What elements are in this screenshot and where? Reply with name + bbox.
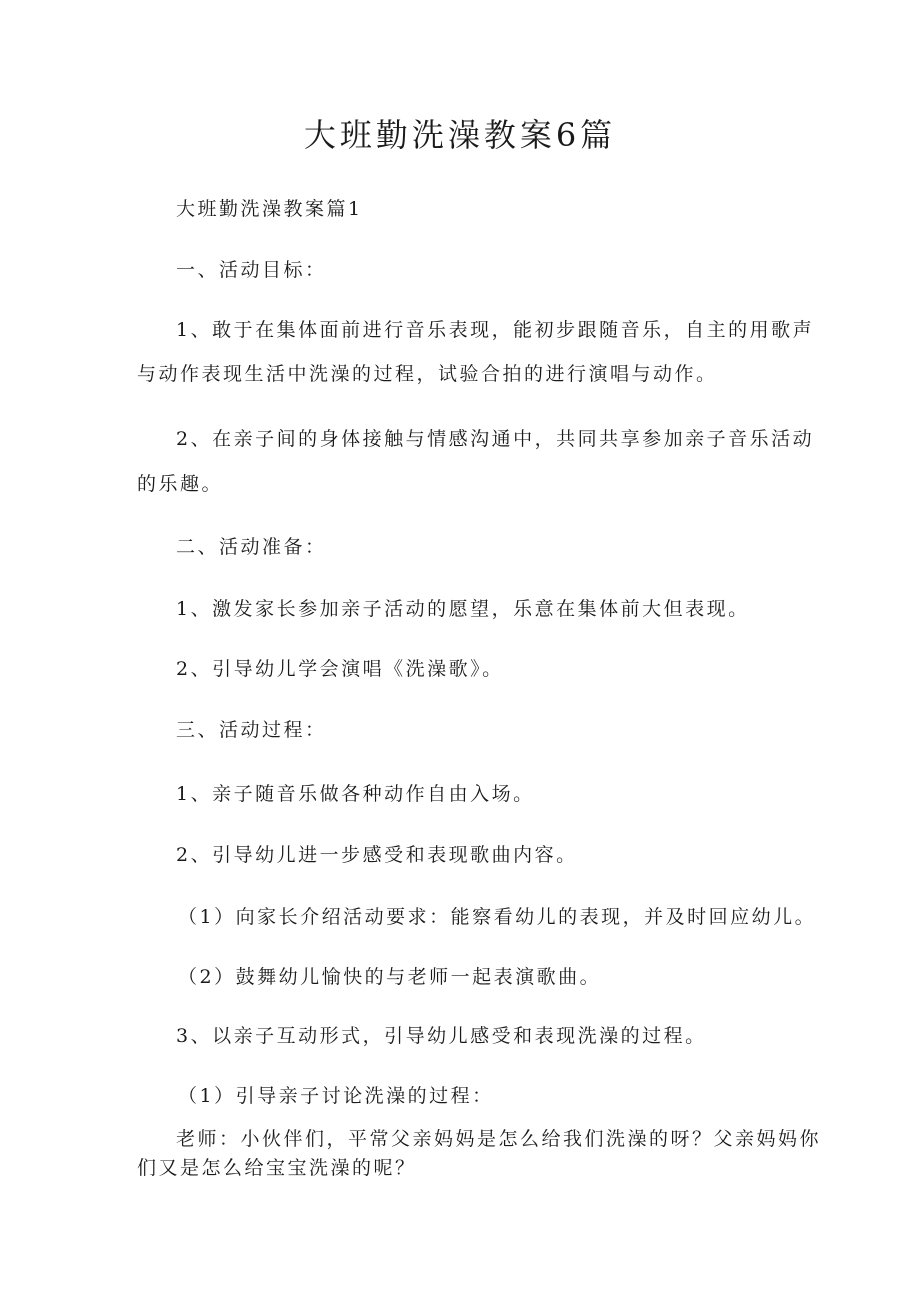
- prep-item-2: 2、引导幼儿学会演唱《洗澡歌》。: [176, 658, 504, 680]
- process-heading: 三、活动过程：: [176, 719, 327, 741]
- teacher-line-2: 们又是怎么给宝宝洗澡的呢？: [137, 1157, 417, 1179]
- prep-item-1: 1、激发家长参加亲子活动的愿望，乐意在集体前大但表现。: [176, 598, 750, 620]
- goal-1-line-1: 1、敢于在集体面前进行音乐表现，能初步跟随音乐，自主的用歌声: [176, 319, 815, 341]
- process-step-3-sub-1: （1）引导亲子讨论洗澡的过程：: [178, 1085, 494, 1107]
- goal-1-line-2: 与动作表现生活中洗澡的过程，试验合拍的进行演唱与动作。: [137, 363, 718, 385]
- process-step-2: 2、引导幼儿进一步感受和表现歌曲内容。: [176, 844, 578, 866]
- goals-heading: 一、活动目标：: [176, 259, 327, 281]
- prep-heading: 二、活动准备：: [176, 536, 327, 558]
- goal-2-line-2: 的乐趣。: [137, 473, 224, 495]
- section-heading: 大班勤洗澡教案篇1: [176, 198, 363, 220]
- teacher-line-1: 老师：小伙伴们，平常父亲妈妈是怎么给我们洗澡的呀？父亲妈妈你: [176, 1128, 822, 1150]
- document-title: 大班勤洗澡教案6篇: [303, 116, 617, 154]
- process-step-2-sub-2: （2）鼓舞幼儿愉快的与老师一起表演歌曲。: [178, 966, 602, 988]
- process-step-1: 1、亲子随音乐做各种动作自由入场。: [176, 783, 535, 805]
- process-step-3: 3、以亲子互动形式，引导幼儿感受和表现洗澡的过程。: [176, 1025, 707, 1047]
- goal-2-line-1: 2、在亲子间的身体接触与情感沟通中，共同共享参加亲子音乐活动: [176, 428, 815, 450]
- process-step-2-sub-1: （1）向家长介绍活动要求：能察看幼儿的表现，并及时回应幼儿。: [178, 906, 817, 928]
